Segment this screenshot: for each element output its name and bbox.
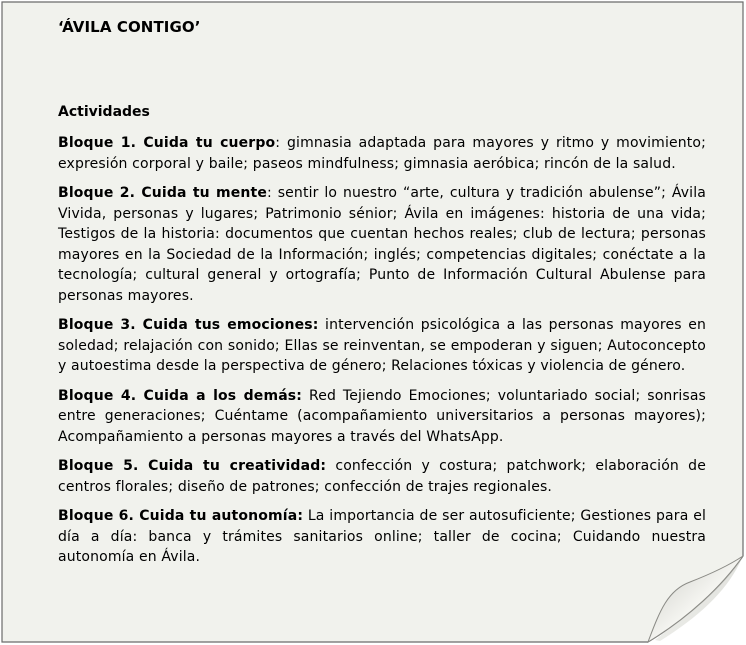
block-5-text: confección y costura; patchwork; elaboración de centros florales; diseño de patrones; confección de trajes regionales. (58, 458, 706, 495)
block-1-label: Bloque 1. Cuida tu cuerpo (58, 135, 276, 151)
section-heading-actividades: Actividades (58, 104, 150, 120)
block-6-text: La importancia de ser autosuficiente; Gestiones para el día a día: banca y trámites sanitarios online; taller de cocina; Cuidando nuestra autonomía en Ávila. (58, 508, 706, 565)
block-6-paragraph (58, 506, 706, 568)
block-2-text: : sentir lo nuestro “arte, cultura y tradición abulense”; Ávila Vivida, personas y lugares; Patrimonio sénior; Ávila en imágenes: historia de una vida; Testigos de la historia: documentos que cuentan hechos reales; club de lectura; personas mayores en la Sociedad de la Información; inglés; competencias digitales; conéctate a la tecnología; cultural general y ortografía; Punto de Información Cultural Abulense para personas mayores. (58, 185, 706, 304)
block-5-label: Bloque 5. Cuida tu creatividad: (58, 458, 327, 474)
block-4-paragraph (58, 386, 706, 448)
note-content (58, 16, 706, 577)
block-6-label: Bloque 6. Cuida tu autonomía: (58, 508, 304, 524)
block-4-label: Bloque 4. Cuida a los demás: (58, 387, 303, 404)
block-1-paragraph (58, 133, 706, 174)
block-2-paragraph (58, 183, 706, 306)
block-3-label: Bloque 3. Cuida tus emociones: (58, 317, 319, 333)
document-title: ‘ÁVILA CONTIGO’ (58, 18, 201, 36)
block-3-paragraph (58, 315, 706, 377)
block-1-text: : gimnasia adaptada para mayores y ritmo y movimiento; expresión corporal y baile; paseos mindfulness; gimnasia aeróbica; rincón de la salud. (58, 135, 706, 172)
block-4-text: Red Tejiendo Emociones; voluntariado social; sonrisas entre generaciones; Cuéntame (acompañamiento universitarios a personas mayores); Acompañamiento a personas mayores a través del WhatsApp. (58, 387, 707, 445)
block-2-label: Bloque 2. Cuida tu mente (58, 185, 268, 201)
block-5-paragraph (58, 456, 706, 497)
block-3-text: intervención psicológica a las personas mayores en soledad; relajación con sonido; Ellas se reinventan, se empoderan y siguen; Autoconcepto y autoestima desde la perspectiva de género; Relaciones tóxicas y violencia de género. (58, 317, 706, 374)
